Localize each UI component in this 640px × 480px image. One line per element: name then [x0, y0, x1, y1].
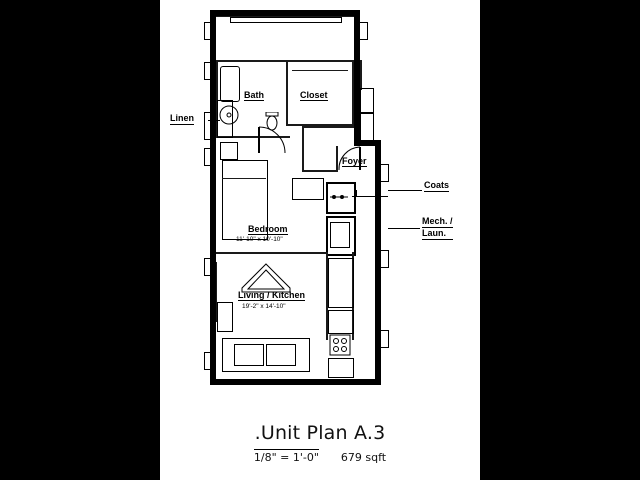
refrigerator-icon: [328, 310, 354, 334]
callout-mech-line2: Laun.: [422, 228, 453, 240]
partition-closet-right: [352, 62, 354, 126]
callout-mech-line1: Mech. /: [422, 216, 453, 226]
leader-coats-2: [352, 196, 388, 197]
partition-foyer-left: [302, 126, 304, 172]
built-in-cabinet: [217, 302, 233, 332]
column-right-upper: [360, 88, 374, 114]
leader-mech: [388, 228, 420, 229]
room-label-closet: Closet: [300, 90, 328, 100]
window-top: [230, 17, 342, 23]
callout-coats: Coats: [424, 180, 450, 190]
room-label-foyer: Foyer: [342, 156, 367, 166]
partition-foyer-top: [302, 126, 354, 128]
room-label-bath: Bath: [244, 90, 264, 100]
cooktop-icon: [329, 334, 351, 356]
exterior-wall-bottom: [210, 379, 381, 385]
pilaster-left-1: [204, 22, 213, 40]
room-dimension-living-kitchen: 19'-2" x 14'-10": [242, 303, 286, 310]
column-right-mid: [360, 112, 374, 142]
unit-area: 679 sqft: [340, 451, 387, 464]
partition-bedroom-bottom: [216, 252, 326, 254]
title-block: [160, 400, 480, 480]
bath-door-swing-icon: [258, 126, 286, 154]
pilaster-left-5: [204, 258, 213, 276]
page-title: .Unit Plan A.3: [254, 422, 386, 444]
structure-strip-right: [360, 60, 362, 90]
bed-pillow-line: [222, 178, 266, 179]
kitchen-sink-icon: [328, 358, 354, 378]
partition-foyer-bottom: [302, 170, 338, 172]
leader-coats: [388, 190, 422, 191]
closet-shelf-line: [292, 70, 348, 71]
room-label-bedroom: Bedroom: [248, 224, 288, 234]
sofa-cushion-left: [234, 344, 264, 366]
room-label-living-kitchen: Living / Kitchen: [238, 290, 306, 300]
kitchen-counter: [328, 258, 354, 308]
callout-linen: Linen: [170, 113, 194, 123]
dresser-icon: [292, 178, 324, 200]
bathtub-icon: [220, 66, 240, 102]
vaulted-ceiling-icon: [240, 262, 292, 294]
linen-closet: [217, 100, 233, 138]
pilaster-right-4: [380, 330, 389, 348]
room-dimension-bedroom: 11'-10" x 10'-10": [236, 236, 283, 243]
pilaster-left-6: [204, 352, 213, 370]
pilaster-right-3: [380, 250, 389, 268]
floor-plan-sheet: [160, 0, 480, 480]
title-block-meta: [160, 449, 480, 464]
nightstand-icon: [220, 142, 238, 160]
floor-plan-drawing: [160, 0, 480, 400]
washer-dryer-icon: [330, 222, 350, 248]
drawing-scale: 1/8" = 1'-0": [253, 451, 319, 464]
window-left-living: [216, 262, 217, 322]
pilaster-left-3: [204, 112, 213, 140]
callout-mech-laundry: [422, 216, 453, 240]
leader-linen: [208, 120, 220, 121]
pilaster-left-2: [204, 62, 213, 80]
sofa-cushion-right: [266, 344, 296, 366]
pilaster-right-2: [380, 164, 389, 182]
partition-bath-closet: [286, 62, 288, 126]
coats-hanger-icon: [329, 192, 349, 202]
pilaster-left-4: [204, 148, 213, 166]
pilaster-right-1: [359, 22, 368, 40]
partition-bath-top: [216, 60, 354, 62]
